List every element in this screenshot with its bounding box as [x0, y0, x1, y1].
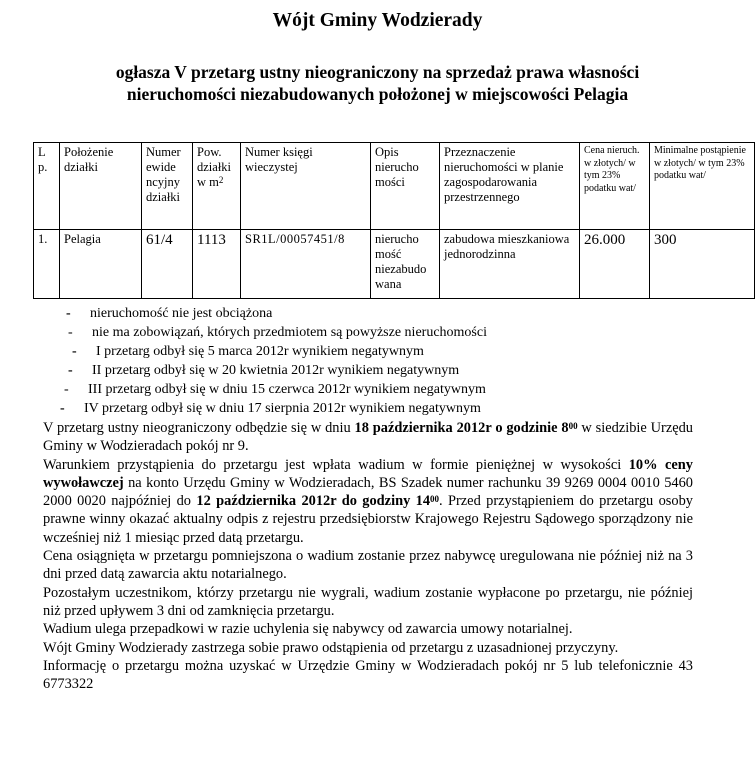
header-location: Położenie działki	[60, 143, 142, 230]
announcement-body	[43, 419, 693, 693]
bullet-text: nie ma zobowiązań, których przedmiotem są powyższe nieruchomości	[92, 325, 487, 340]
bullet-marker: -	[68, 325, 73, 340]
refund-paragraph: Pozostałym uczestnikom, którzy przetargu nie wygrali, wadium zostanie wypłacone po przetargu, nie później niż przed upływem 3 dni od zamknięcia przetargu.	[43, 584, 693, 619]
contact-paragraph: Informację o przetargu można uzyskać w Urzędzie Gminy w Wodzieradach pokój nr 5 lub telefonicznie 43 6773322	[43, 657, 693, 693]
bullet-text: nieruchomość nie jest obciążona	[90, 306, 273, 321]
cell-lp: 1.	[34, 230, 60, 299]
cell-location: Pelagia	[60, 230, 142, 299]
bullet-text: II przetarg odbył się w 20 kwietnia 2012r wynikiem negatywnym	[92, 363, 460, 378]
auction-time-superscript: 00	[568, 421, 578, 431]
cell-purpose: zabudowa mieszkaniowa jednorodzinna	[440, 230, 580, 299]
bullet-marker: -	[72, 344, 77, 359]
paragraph-text: . Przed przystąpieniem do przetargu osoby prawne winny okazać aktualny odpis z rejestru przedsiębiorstw Krajowego Rejestru Sądowego sporządzony nie wcześniej niż 1 miesiąc przed datą przetargu.	[43, 493, 693, 546]
deposit-amount-highlight: 10% ceny wywoławczej	[43, 456, 693, 491]
bullet-item	[66, 304, 272, 323]
bullet-text: III przetarg odbył się w dniu 15 czerwca 2012r wynikiem negatywnym	[88, 382, 486, 397]
auction-date-highlight: 18 października 2012r o godzinie 8	[354, 420, 569, 436]
subtitle-line-1: ogłasza V przetarg ustny nieograniczony na sprzedaż prawa własności	[115, 62, 640, 82]
bullet-item	[68, 323, 487, 342]
deposit-paragraph	[43, 456, 693, 547]
property-table	[33, 142, 755, 299]
header-area-superscript: 2	[218, 175, 224, 185]
header-price: Cena nieruch. w złotych/ w tym 23% podatku wat/	[580, 143, 650, 230]
deposit-deadline-highlight: 12 października 2012r do godziny 14	[196, 493, 431, 510]
header-land-register: Numer księgi wieczystej	[241, 143, 371, 230]
table-row	[34, 230, 755, 299]
bullet-marker: -	[66, 306, 71, 321]
announcement-subtitle	[30, 61, 725, 105]
paragraph-text: w siedzibie Urzędu Gminy w Wodzieradach pokój nr 9.	[43, 420, 693, 455]
bullet-item	[64, 380, 486, 399]
cell-description: nierucho mość niezabudo wana	[371, 230, 440, 299]
paragraph-text: Warunkiem przystąpienia do przetargu jest wpłata wadium w formie pieniężnej w wysokości	[43, 456, 629, 473]
bullet-marker: -	[64, 382, 69, 397]
cell-min-bid: 300	[650, 230, 755, 299]
cell-area: 1113	[193, 230, 241, 299]
page-title: Wójt Gminy Wodzierady	[272, 10, 483, 31]
forfeit-paragraph: Wadium ulega przepadkowi w razie uchylenia się nabywcy od zawarcia umowy notarialnej.	[43, 621, 573, 638]
price-paragraph: Cena osiągnięta w przetargu pomniejszona o wadium zostanie przez nabywcę uregulowana nie później niż na 3 dni przed datą zawarcia aktu notarialnego.	[43, 548, 693, 583]
header-record-number: Numer ewide ncyjny działki	[142, 143, 193, 230]
bullet-item	[68, 361, 459, 380]
header-area	[193, 143, 241, 230]
bullet-text: IV przetarg odbył się w dniu 17 sierpnia 2012r wynikiem negatywnym	[84, 401, 481, 416]
header-lp: L p.	[34, 143, 60, 230]
subtitle-line-2: nieruchomości niezabudowanych położonej w miejscowości Pelagia	[126, 84, 629, 104]
deposit-time-superscript: 00	[430, 494, 440, 505]
cell-price: 26.000	[580, 230, 650, 299]
cell-record-number: 61/4	[142, 230, 193, 299]
header-min-bid: Minimalne postąpienie w złotych/ w tym 23% podatku wat/	[650, 143, 755, 230]
header-area-label: Pow. działki w m	[197, 145, 232, 189]
bullet-marker: -	[60, 401, 65, 416]
bullet-item	[72, 342, 424, 361]
table-header-row	[34, 143, 755, 230]
auction-date-paragraph	[43, 419, 693, 456]
bullet-marker: -	[68, 363, 73, 378]
header-purpose: Przeznaczenie nieruchomości w planie zagospodarowania przestrzennego	[440, 143, 580, 230]
paragraph-text: V przetarg ustny nieograniczony odbędzie się w dniu	[43, 420, 355, 436]
cell-land-register: SR1L/00057451/8	[241, 230, 371, 299]
header-description: Opis nierucho mości	[371, 143, 440, 230]
bullet-item	[60, 399, 481, 418]
paragraph-text: na konto Urzędu Gminy w Wodzieradach, BS Szadek numer rachunku 39 9269 0004 0010 5460 2000 0020 najpóźniej do	[43, 474, 693, 510]
bullet-text: I przetarg odbył się 5 marca 2012r wynikiem negatywnym	[96, 344, 424, 359]
withdrawal-paragraph: Wójt Gminy Wodzierady zastrzega sobie prawo odstąpienia od przetargu z uzasadnionej przyczyny.	[43, 639, 619, 656]
